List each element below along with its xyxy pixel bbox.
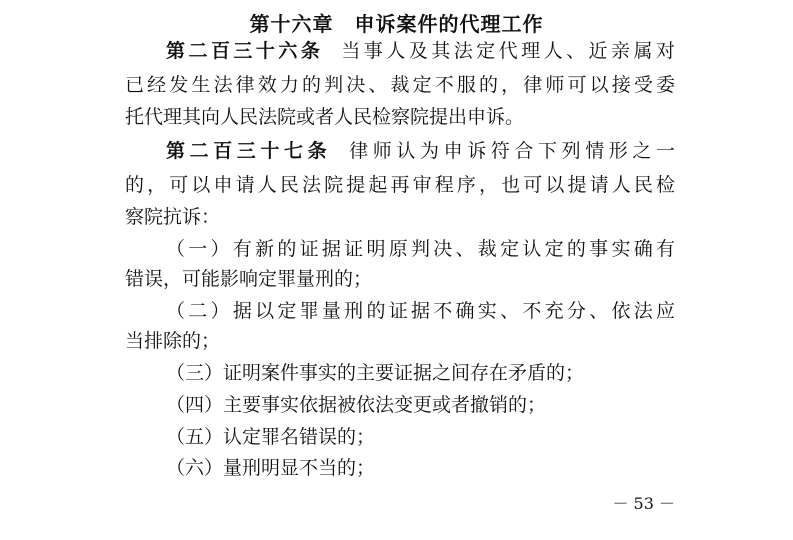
page-number: － 53 －	[612, 494, 675, 513]
item-1-line-1: （一）有新的证据证明原判决、裁定认定的事实确有	[166, 238, 675, 260]
item-2-line-1: （二）据以定罪量刑的证据不确实、不充分、依法应	[166, 300, 675, 322]
article-237-number: 第二百三十七条	[166, 140, 332, 162]
chapter-title: 第十六章 申诉案件的代理工作	[249, 12, 544, 36]
article-236-line-2: 已经发生法律效力的判决、裁定不服的，律师可以接受委	[125, 74, 675, 96]
item-3: （三）证明案件事实的主要证据之间存在矛盾的；	[166, 362, 585, 384]
article-237-line-2: 的，可以申请人民法院提起再审程序，也可以提请人民检	[125, 174, 675, 196]
article-237-line-3: 察院抗诉：	[125, 206, 221, 228]
item-2-line-2: 当排除的；	[125, 330, 221, 352]
item-6: （六）量刑明显不当的；	[166, 457, 376, 479]
article-236-line-3: 托代理其向人民法院或者人民检察院提出申诉。	[125, 106, 525, 128]
item-1-line-2: 错误，可能影响定罪量刑的；	[125, 268, 373, 290]
item-4: （四）主要事实依据被依法变更或者撤销的；	[166, 394, 547, 416]
item-5: （五）认定罪名错误的；	[166, 426, 376, 448]
article-236-number: 第二百三十六条	[166, 40, 324, 62]
article-237-line-1: 第二百三十七条 律师认为申诉符合下列情形之一	[166, 140, 675, 162]
article-236-line-1: 第二百三十六条 当事人及其法定代理人、近亲属对	[166, 40, 675, 62]
